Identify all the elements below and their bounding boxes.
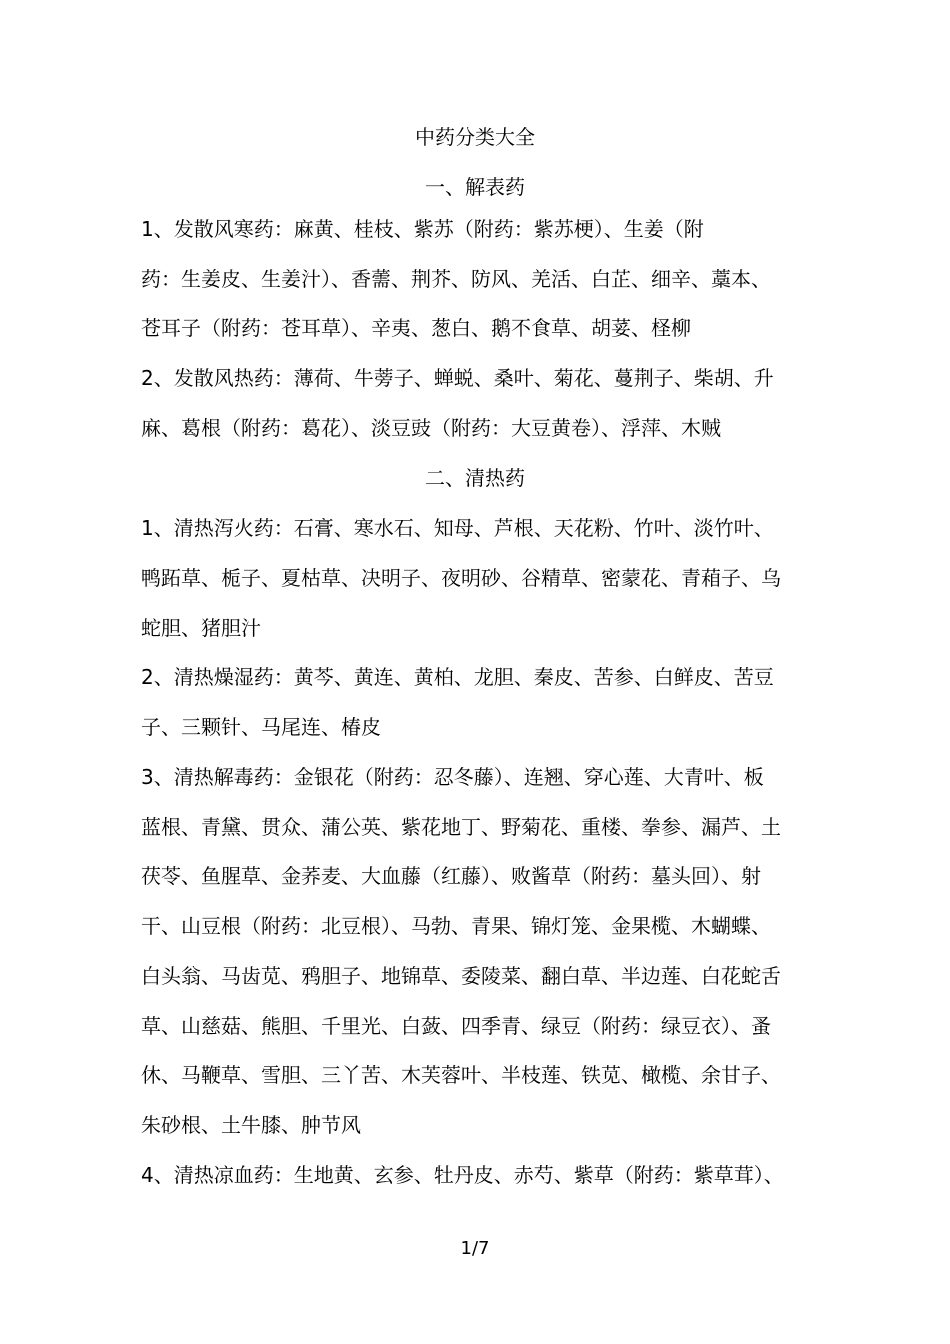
text-line: 1、清热泻火药：石膏、寒水石、知母、芦根、天花粉、竹叶、淡竹叶、 [141, 516, 774, 540]
text-line: 2、清热燥湿药：黄芩、黄连、黄柏、龙胆、秦皮、苦参、白鲜皮、苦豆 [141, 665, 774, 689]
text-line: 干、山豆根（附药：北豆根）、马勃、青果、锦灯笼、金果榄、木蝴蝶、 [141, 914, 771, 938]
text-line: 鸭跖草、栀子、夏枯草、决明子、夜明砂、谷精草、密蒙花、青葙子、乌 [141, 566, 781, 590]
text-line: 2、发散风热药：薄荷、牛蒡子、蝉蜕、桑叶、菊花、蔓荆子、柴胡、升 [141, 366, 774, 390]
page-number: 1/7 [460, 1238, 490, 1259]
text-line: 1、发散风寒药：麻黄、桂枝、紫苏（附药：紫苏梗）、生姜（附 [141, 217, 704, 241]
section-heading: 一、解表药 [425, 175, 525, 199]
text-line: 子、三颗针、马尾连、椿皮 [141, 715, 381, 739]
text-line: 朱砂根、土牛膝、肿节风 [141, 1113, 361, 1137]
text-line: 蓝根、青黛、贯众、蒲公英、紫花地丁、野菊花、重楼、拳参、漏芦、土 [141, 815, 781, 839]
section-heading: 二、清热药 [425, 466, 525, 490]
text-line: 3、清热解毒药：金银花（附药：忍冬藤）、连翘、穿心莲、大青叶、板 [141, 765, 764, 789]
text-line: 茯苓、鱼腥草、金荞麦、大血藤（红藤）、败酱草（附药：墓头回）、射 [141, 864, 761, 888]
text-line: 麻、葛根（附药：葛花）、淡豆豉（附药：大豆黄卷）、浮萍、木贼 [141, 416, 721, 440]
text-line: 药：生姜皮、生姜汁）、香薷、荆芥、防风、羌活、白芷、细辛、藁本、 [141, 267, 771, 291]
document-title: 中药分类大全 [415, 125, 535, 149]
text-line: 4、清热凉血药：生地黄、玄参、牡丹皮、赤芍、紫草（附药：紫草茸）、 [141, 1163, 784, 1187]
text-line: 休、马鞭草、雪胆、三丫苦、木芙蓉叶、半枝莲、铁苋、橄榄、余甘子、 [141, 1063, 781, 1087]
text-line: 蛇胆、猪胆汁 [141, 616, 261, 640]
text-line: 苍耳子（附药：苍耳草）、辛夷、葱白、鹅不食草、胡荽、柽柳 [141, 316, 691, 340]
text-line: 草、山慈菇、熊胆、千里光、白蔹、四季青、绿豆（附药：绿豆衣）、蚤 [141, 1014, 771, 1038]
text-line: 白头翁、马齿苋、鸦胆子、地锦草、委陵菜、翻白草、半边莲、白花蛇舌 [141, 964, 781, 988]
